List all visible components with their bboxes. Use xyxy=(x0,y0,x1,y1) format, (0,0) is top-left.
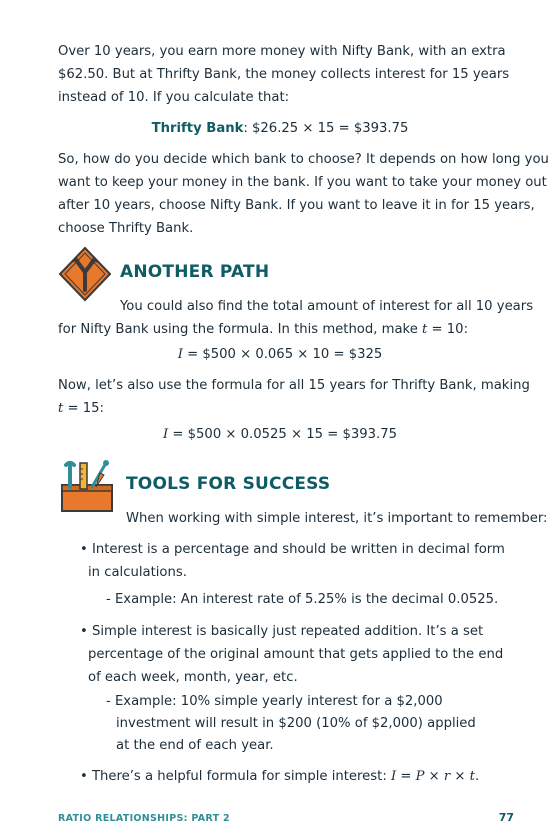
formula-nifty xyxy=(0,343,560,366)
intro-line-1: Over 10 years, you earn more money with Nifty Bank, with an extra xyxy=(58,44,506,59)
decision-line-4: choose Thrifty Bank. xyxy=(58,221,194,236)
tools-title: TOOLS FOR SUCCESS xyxy=(126,474,331,494)
tools-intro: When working with simple interest, it’s important to remember: xyxy=(126,511,548,526)
decision-line-3: after 10 years, choose Nifty Bank. If you want to leave it in for 15 years, xyxy=(58,198,535,213)
variable-i: I xyxy=(163,427,169,442)
times: × xyxy=(424,769,444,784)
another-path-title: ANOTHER PATH xyxy=(120,262,270,282)
bullet-3-text: • There’s a helpful formula for simple interest: xyxy=(80,769,391,784)
thrifty-calculation xyxy=(0,117,560,140)
variable-t: t xyxy=(58,401,64,416)
another-path-line-3: Now, let’s also use the formula for all 15 years for Thrifty Bank, making xyxy=(58,378,530,393)
bullet-2-line-1: • Simple interest is basically just repeated addition. It’s a set xyxy=(80,624,484,639)
bullet-3 xyxy=(80,765,479,788)
bullet-2-line-2: percentage of the original amount that gets applied to the end xyxy=(88,647,504,662)
bullet-2-line-3: of each week, month, year, etc. xyxy=(88,670,298,685)
variable-t: t xyxy=(422,322,428,337)
formula-thrifty xyxy=(0,423,560,446)
footer-section-title: RATIO RELATIONSHIPS: PART 2 xyxy=(58,813,230,824)
variable-p: P xyxy=(415,769,425,784)
equals: = xyxy=(396,769,416,784)
another-path-line-2-end: = 10: xyxy=(427,322,469,337)
bullet-2-sub-3: at the end of each year. xyxy=(116,738,274,753)
decision-line-1: So, how do you decide which bank to choose? It depends on how long you xyxy=(58,152,549,167)
decision-line-2: want to keep your money in the bank. If you want to take your money out xyxy=(58,175,547,190)
another-path-line-4-end: = 15: xyxy=(63,401,104,416)
toolbox-icon xyxy=(58,457,116,515)
variable-t: t xyxy=(469,769,475,784)
bullet-1-sub: - Example: An interest rate of 5.25% is the decimal 0.0525. xyxy=(106,592,499,607)
period: . xyxy=(474,769,480,784)
thrifty-calc-rest: : $26.25 × 15 = $393.75 xyxy=(243,121,409,136)
another-path-line-1: You could also find the total amount of interest for all 10 years xyxy=(120,299,534,314)
intro-line-3: instead of 10. If you calculate that: xyxy=(58,90,290,105)
bullet-1-line-2: in calculations. xyxy=(88,565,187,580)
variable-r: r xyxy=(443,769,451,784)
bullet-2-sub-2: investment will result in $200 (10% of $2,000) applied xyxy=(116,716,476,731)
formula-nifty-rest: = $500 × 0.065 × 10 = $325 xyxy=(182,347,383,362)
another-path-line-2 xyxy=(58,318,468,341)
intro-line-2: $62.50. But at Thrifty Bank, the money collects interest for 15 years xyxy=(58,67,510,82)
road-fork-sign-icon xyxy=(58,246,112,302)
formula-thrifty-rest: = $500 × 0.0525 × 15 = $393.75 xyxy=(168,427,397,442)
bullet-1-line-1: • Interest is a percentage and should be written in decimal form xyxy=(80,542,505,557)
thrifty-label: Thrifty Bank xyxy=(151,121,244,136)
another-path-line-4 xyxy=(58,397,104,420)
bullet-2-sub-1: - Example: 10% simple yearly interest for a $2,000 xyxy=(106,694,443,709)
variable-i: I xyxy=(177,347,183,362)
times: × xyxy=(450,769,470,784)
variable-i: I xyxy=(390,769,397,784)
page-number: 77 xyxy=(498,811,514,824)
another-path-line-2-text: for Nifty Bank using the formula. In this method, make xyxy=(58,322,423,337)
